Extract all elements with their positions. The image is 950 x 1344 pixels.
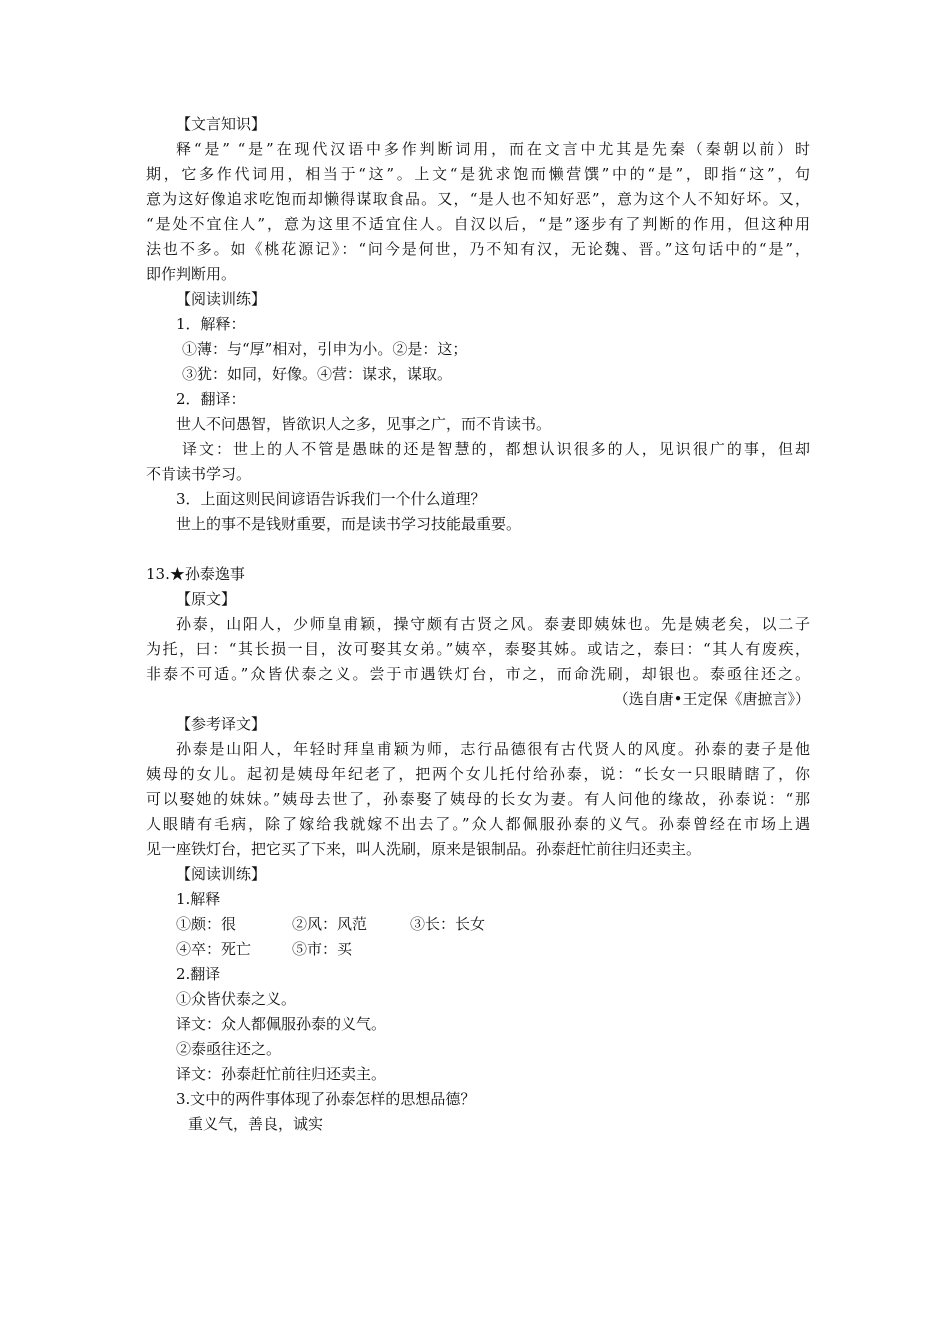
paragraph-line: 孙泰是山阳人，年轻时拜皇甫颖为师，志行品德很有古代贤人的风度。孙泰的妻子是他: [176, 740, 810, 758]
question-2: 2.翻译: [176, 965, 221, 983]
question-2-text: 世人不问愚智，皆欲识人之多，见事之广，而不肯读书。: [176, 415, 552, 433]
question-2: 2．翻译：: [176, 390, 246, 408]
paragraph-line: 释“是” “是”在现代汉语中多作判断词用，而在文言中尤其是先秦（秦朝以前）时: [176, 140, 810, 158]
section-heading-reading-training-2: 【阅读训练】: [176, 865, 267, 883]
question-1: 1．解释：: [176, 315, 246, 333]
paragraph-line: 法也不多。如《桃花源记》：“问今是何世，乃不知有汉，无论魏、晋。”这句话中的“是”，: [146, 240, 810, 258]
definition-option: ⑤市：买: [292, 940, 353, 958]
sentence-2: ②泰亟往还之。: [176, 1040, 282, 1058]
section-heading-reading-training: 【阅读训练】: [176, 290, 267, 308]
translation-line: 译文：世上的人不管是愚昧的还是智慧的，都想认识很多的人，见识很广的事，但却: [182, 440, 810, 458]
answer-3: 重义气，善良，诚实: [188, 1115, 324, 1133]
paragraph-line: 为托，曰：“其长损一目，汝可娶其女弟。”姨卒，泰娶其姊。或诘之，泰曰：“其人有废疾，: [146, 640, 810, 658]
definition-option: ③长：长女: [410, 915, 486, 933]
section-heading-original-text: 【原文】: [176, 590, 237, 608]
paragraph-line: 可以娶她的妹妹。”姨母去世了，孙泰娶了姨母的长女为妻。有人问他的缘故，孙泰说：“那: [146, 790, 810, 808]
definition-options-row-1: [146, 912, 810, 937]
answer-1b: ③犹：如同，好像。④营：谋求，谋取。: [182, 365, 453, 383]
question-3: 3.文中的两件事体现了孙泰怎样的思想品德？: [176, 1090, 476, 1108]
translation-2: 译文：孙泰赶忙前往归还卖主。: [176, 1065, 387, 1083]
article-title: 13.★孙泰逸事: [146, 565, 245, 583]
source-citation: （选自唐•王定保《唐摭言》）: [613, 690, 810, 708]
paragraph-line: 意为这好像追求吃饱而却懒得谋取食品。又，“是人也不知好恶”，意为这个人不知好坏。又，: [146, 190, 810, 208]
paragraph-line: 见一座铁灯台，把它买了下来，叫人洗刷，原来是银制品。孙泰赶忙前往归还卖主。: [146, 840, 702, 858]
paragraph-line: 孙泰，山阳人，少师皇甫颖，操守颇有古贤之风。泰妻即姨妹也。先是姨老矣，以二子: [176, 615, 810, 633]
definition-options-row-2: [146, 937, 810, 962]
document-page: [146, 112, 810, 1137]
definition-option: ②风：风范: [292, 915, 368, 933]
paragraph-line: 期，它多作代词用，相当于“这”。上文“是犹求饱而懒营馔”中的“是”，即指“这”，句: [146, 165, 810, 183]
paragraph-line: 即作判断用。: [146, 265, 237, 283]
answer-1a: ①薄：与“厚”相对，引申为小。②是：这；: [182, 340, 468, 358]
paragraph-line: 姨母的女儿。起初是姨母年纪老了，把两个女儿托付给孙泰，说：“长女一只眼睛瞎了，你: [146, 765, 810, 783]
paragraph-line: 人眼睛有毛病，除了嫁给我就嫁不出去了。”众人都佩服孙泰的义气。孙泰曾经在市场上遇: [146, 815, 810, 833]
question-1: 1.解释: [176, 890, 221, 908]
section-heading-classical-knowledge: 【文言知识】: [176, 115, 267, 133]
definition-option: ①颇：很: [176, 915, 237, 933]
question-3: 3．上面这则民间谚语告诉我们一个什么道理？: [176, 490, 486, 508]
paragraph-line: 非泰不可适。”众皆伏泰之义。尝于市遇铁灯台，市之，而命洗刷，却银也。泰亟往还之。: [146, 665, 810, 683]
paragraph-line: “是处不宜住人”，意为这里不适宜住人。自汉以后，“是”逐步有了判断的作用，但这种用: [146, 215, 810, 233]
answer-3: 世上的事不是钱财重要，而是读书学习技能最重要。: [176, 515, 522, 533]
sentence-1: ①众皆伏泰之义。: [176, 990, 297, 1008]
translation-1: 译文：众人都佩服孙泰的义气。: [176, 1015, 387, 1033]
translation-line: 不肯读书学习。: [146, 465, 252, 483]
spacer: [146, 537, 810, 562]
definition-option: ④卒：死亡: [176, 940, 252, 958]
section-heading-reference-translation: 【参考译文】: [176, 715, 267, 733]
